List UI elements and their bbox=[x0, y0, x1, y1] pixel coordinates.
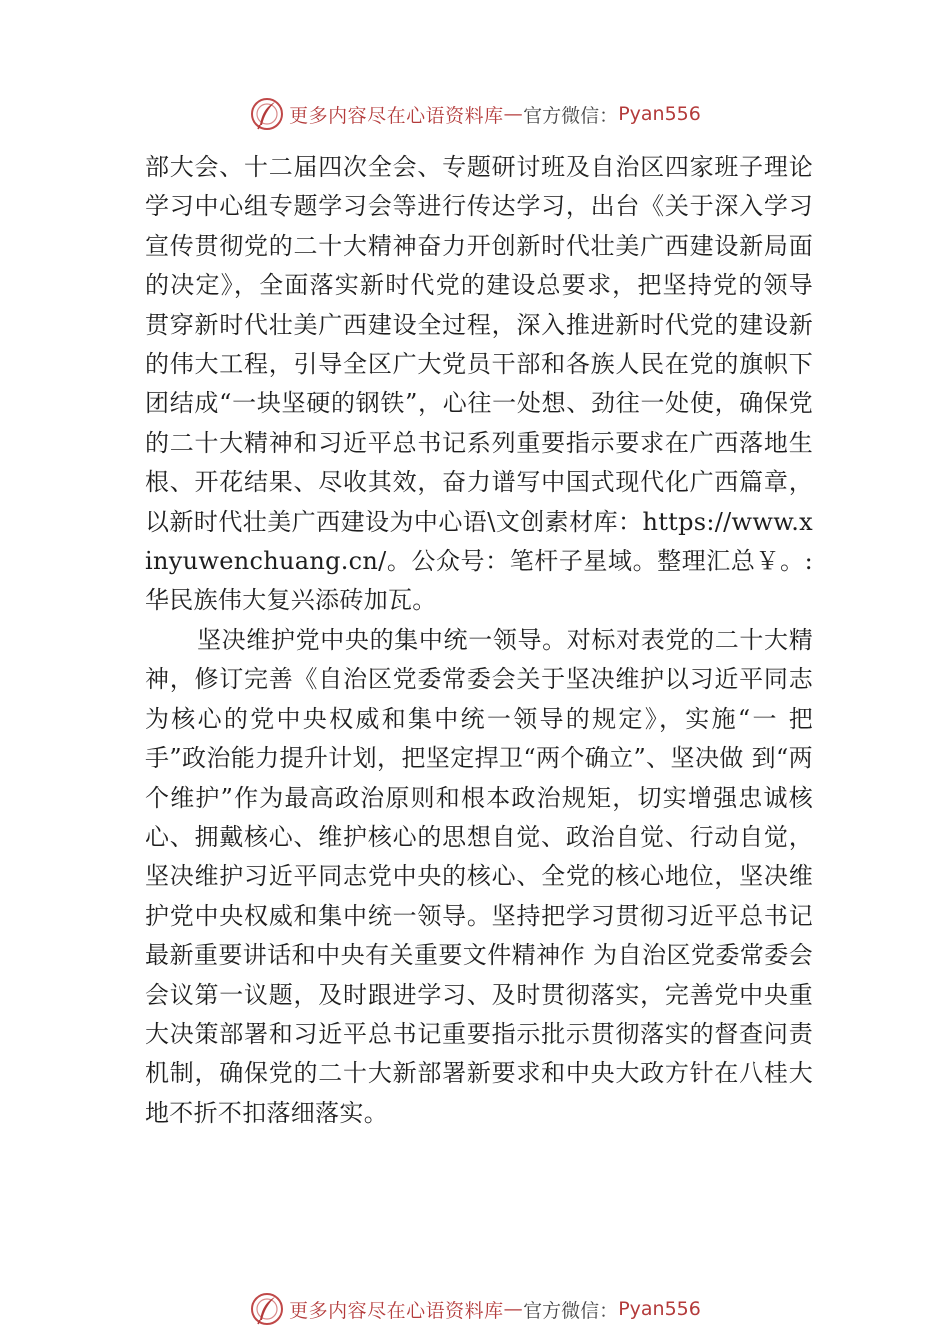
banner-separator: — bbox=[503, 1298, 524, 1320]
header-banner bbox=[0, 94, 950, 134]
quill-logo-icon bbox=[249, 1291, 285, 1327]
banner-wechat-id: Pyan556 bbox=[618, 1298, 701, 1320]
banner-separator: — bbox=[503, 103, 524, 125]
banner-brand-text: 更多内容尽在心语资料库 bbox=[289, 104, 504, 127]
footer-banner bbox=[0, 1289, 950, 1329]
banner-brand-text: 更多内容尽在心语资料库 bbox=[289, 1299, 504, 1322]
banner-wechat-label: 官方微信： bbox=[523, 104, 619, 127]
document-body bbox=[145, 148, 813, 1133]
banner-wechat-label: 官方微信： bbox=[523, 1299, 619, 1322]
quill-logo-icon bbox=[249, 96, 285, 132]
body-paragraph-1: 部大会、十二届四次全会、专题研讨班及自治区四家班子理论学习中心组专题学习会等进行传达学习，出台《关于深入学习宣传贯彻党的二十大精神奋力开创新时代壮美广西建设新局面的决定》，全面落实新时代党的建设总要求，把坚持党的领导贯穿新时代壮美广西建设全过程，深入推进新时代党的建设新的伟大工程，引导全区广大党员干部和各族人民在党的旗帜下团结成“一块坚硬的钢铁”，心往一处想、劲往一处使，确保党的二十大精神和习近平总书记系列重要指示要求在广西落地生根、开花结果、尽收其效，奋力谱写中国式现代化广西篇章，以新时代壮美广西建设为中心语\文创素材库：https://www.xinyuwenchuang.cn/。公众号：笔杆子星域。整理汇总￥。:华民族伟大复兴添砖加瓦。 bbox=[145, 153, 813, 615]
banner-wechat-id: Pyan556 bbox=[618, 103, 701, 125]
body-paragraph-2: 坚决维护党中央的集中统一领导。对标对表党的二十大精神，修订完善《自治区党委常委会关于坚决维护以习近平同志为核心的党中央权威和集中统一领导的规定》，实施“一 把手”政治能力提升计划，把坚定捍卫“两个确立”、坚决做 到“两个维护”作为最高政治原则和根本政治规矩，切实增强忠诚核心、拥戴核心、维护核心的思想自觉、政治自觉、行动自觉，坚决维护习近平同志党中央的核心、全党的核心地位，坚决维护党中央权威和集中统一领导。坚持把学习贯彻习近平总书记最新重要讲话和中央有关重要文件精神作 为自治区党委常委会会议第一议题，及时跟进学习、及时贯彻落实，完善党中央重大决策部署和习近平总书记重要指示批示贯彻落实的督查问责机制，确保党的二十大新部署新要求和中央大政方针在八桂大地不折不扣落细落实。 bbox=[145, 625, 813, 1127]
